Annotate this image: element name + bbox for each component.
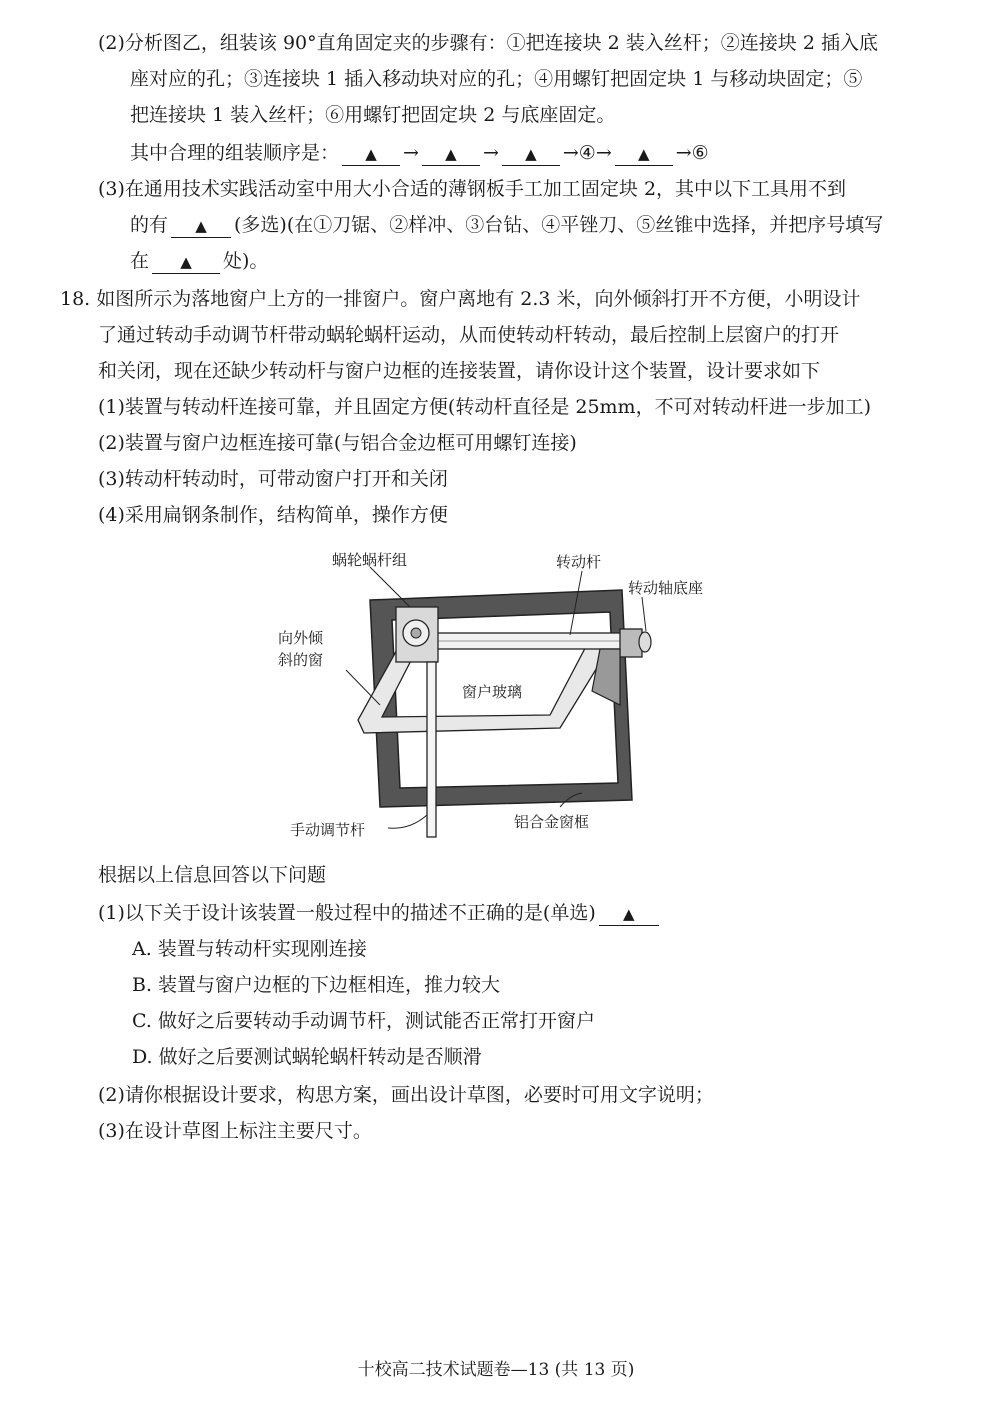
sub1-text: (1)以下关于设计该装置一般过程中的描述不正确的是(单选) [98,902,596,924]
q17-part3-line1: (3)在通用技术实践活动室中用大小合适的薄钢板手工加工固定块 2，其中以下工具用不到 [98,178,847,200]
arrow: → [482,142,499,164]
label-worm-gear: 蜗轮蜗杆组 [332,551,408,569]
arrow: → [403,142,419,164]
answer-blank-place[interactable]: ▲ [152,250,220,274]
q17-part3-line3 [130,248,268,274]
label-tilt-line2: 斜的窗 [278,651,324,669]
q18-req1: (1)装置与转动杆连接可靠，并且固定方便(转动杆直径是 25mm，不可对转动杆进一步加工) [98,396,871,418]
label-frame: 铝合金窗框 [514,813,590,831]
label-tilt-line1: 向外倾 [278,629,324,647]
q17-part2-line2: 座对应的孔；③连接块 1 插入移动块对应的孔；④用螺钉把固定块 1 与移动块固定；⑤ [130,68,863,90]
answer-blank-single[interactable]: ▲ [599,902,659,926]
part3-end: 处)。 [223,250,269,272]
q18-intro-line2: 了通过转动手动调节杆带动蜗轮蜗杆运动，从而使转动杆转动，最后控制上层窗户的打开 [98,324,840,346]
manual-adjust-rod [427,662,436,837]
option-d[interactable]: D. 做好之后要测试蜗轮蜗杆转动是否顺滑 [132,1046,482,1068]
q18-sub2: (2)请你根据设计要求，构思方案，画出设计草图，必要时可用文字说明； [98,1084,714,1106]
rod-end-cap [639,632,651,652]
window-figure [270,545,740,845]
option-c[interactable]: C. 做好之后要转动手动调节杆，测试能否正常打开窗户 [132,1010,595,1032]
answer-blank-4[interactable]: ▲ [615,142,673,166]
order-end: →⑥ [675,142,709,164]
q18-req2: (2)装置与窗户边框连接可靠(与铝合金边框可用螺钉连接) [98,432,577,454]
label-rotating-rod: 转动杆 [556,553,602,571]
q17-part2-line3: 把连接块 1 装入丝杆；⑥用螺钉把固定块 2 与底座固定。 [130,104,616,126]
q18-intro-line1: 18. 如图所示为落地窗户上方的一排窗户。窗户离地有 2.3 米，向外倾斜打开不方便，小明设计 [60,288,861,310]
q18-req4: (4)采用扁钢条制作，结构简单，操作方便 [98,504,448,526]
answer-blank-1[interactable]: ▲ [342,142,400,166]
answer-blank-3[interactable]: ▲ [502,142,560,166]
step4-arrow: →④→ [562,142,612,164]
worm-gear-hub [411,628,421,638]
q18-req3: (3)转动杆转动时，可带动窗户打开和关闭 [98,468,448,490]
order-prefix: 其中合理的组装顺序是： [130,142,340,164]
option-a[interactable]: A. 装置与转动杆实现刚连接 [132,938,367,960]
option-b[interactable]: B. 装置与窗户边框的下边框相连，推力较大 [132,974,501,996]
answer-blank-tools[interactable]: ▲ [171,214,231,238]
leader-handle [388,815,427,828]
part3-options: (多选)(在①刀锯、②样冲、③台钻、④平锉刀、⑤丝锥中选择，并把序号填写 [234,214,884,236]
label-glass: 窗户玻璃 [462,683,523,701]
q18-intro-line3: 和关闭，现在还缺少转动杆与窗户边框的连接装置，请你设计这个装置，设计要求如下 [98,360,821,382]
part3-in: 在 [130,250,150,272]
label-handle: 手动调节杆 [290,821,366,839]
q17-part2-line1: (2)分析图乙，组装该 90°直角固定夹的步骤有：①把连接块 2 装入丝杆；②连接块 2 插入底 [98,32,878,54]
page-footer: 十校高二技术试题卷—13 (共 13 页) [357,1360,635,1380]
q17-order-line [130,140,709,166]
label-rod-base: 转动轴底座 [628,579,704,597]
leader-base [642,597,646,631]
part3-prefix: 的有 [130,214,169,236]
q17-part3-line2 [130,212,883,238]
q18-sub1 [98,900,662,926]
q18-sub3: (3)在设计草图上标注主要尺寸。 [98,1120,372,1142]
answer-blank-2[interactable]: ▲ [422,142,480,166]
q18-lead: 根据以上信息回答以下问题 [98,864,327,886]
